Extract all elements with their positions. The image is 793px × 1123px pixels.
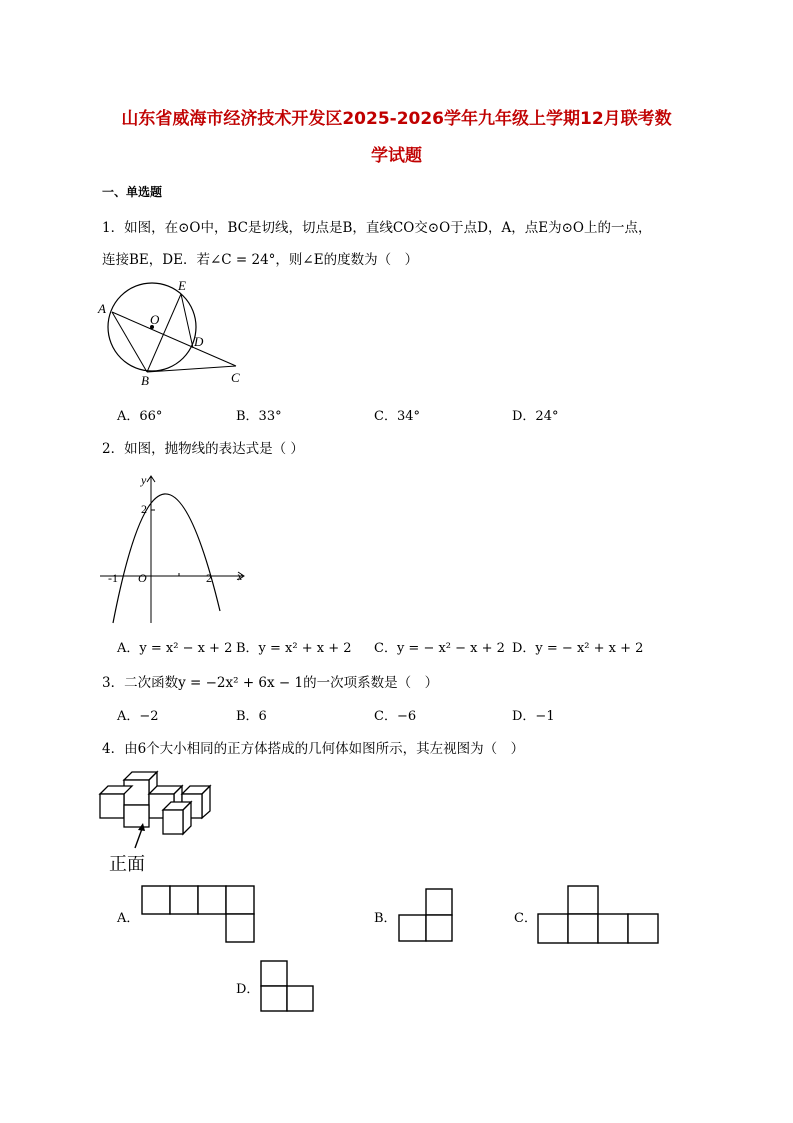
- q1-option-c: C．34°: [374, 409, 420, 424]
- q1-label-b: B: [141, 373, 149, 388]
- q4-option-d: D．: [236, 982, 260, 997]
- q1-label-d: D: [194, 334, 204, 349]
- q4-option-b: B．: [374, 911, 397, 926]
- q2-parabola-figure: [95, 468, 255, 628]
- q2-option-d: D．y = − x² + x + 2: [512, 641, 644, 656]
- q1-label-a: A: [98, 301, 106, 316]
- q3-option-d: D．−1: [512, 709, 555, 724]
- q2-tick-2-x: 2: [206, 571, 212, 585]
- q4-front-label: 正面: [109, 854, 145, 874]
- q1-label-o: O: [150, 312, 160, 327]
- q4-option-c: C．: [514, 911, 537, 926]
- q1-option-d: D．24°: [512, 409, 559, 424]
- q3-option-b: B．6: [236, 709, 267, 724]
- q3-option-a: A．−2: [117, 709, 159, 724]
- q1-label-e: E: [178, 278, 186, 293]
- q2-axis-y-label: y: [141, 473, 147, 487]
- q4-option-b-view: [398, 888, 456, 943]
- q2-option-a: A．y = x² − x + 2: [117, 641, 233, 656]
- q4-option-a: A．: [117, 911, 140, 926]
- title-line-1: 山东省威海市经济技术开发区2025-2026学年九年级上学期12月联考数: [121, 109, 672, 129]
- q1-option-a: A．66°: [117, 409, 163, 424]
- q2-option-c: C．y = − x² − x + 2: [374, 641, 505, 656]
- q1-label-c: C: [231, 370, 240, 385]
- q4-line-1: 4．由6个大小相同的正方体搭成的几何体如图所示，其左视图为（ ）: [102, 741, 525, 757]
- q2-tick-2-y: 2: [141, 502, 147, 516]
- q3-option-c: C．−6: [374, 709, 417, 724]
- q1-circle-figure: [90, 272, 260, 392]
- q4-option-a-view: [141, 885, 257, 945]
- section-heading: 一、单选题: [102, 185, 163, 199]
- q2-origin-label: O: [138, 571, 147, 585]
- q1-line-2: 连接BE，DE．若∠C = 24°，则∠E的度数为（ ）: [102, 252, 419, 268]
- q2-axis-x-label: x: [237, 569, 243, 583]
- q4-option-d-view: [260, 960, 316, 1013]
- q4-option-c-view: [537, 885, 660, 945]
- q3-line-1: 3．二次函数y = −2x² + 6x − 1的一次项系数是（ ）: [102, 675, 439, 691]
- q2-option-b: B．y = x² + x + 2: [236, 641, 352, 656]
- title-line-2: 学试题: [371, 146, 422, 166]
- q4-cube-stack-figure: [95, 766, 220, 878]
- q2-line-1: 2．如图，抛物线的表达式是（ ）: [102, 441, 304, 457]
- q1-option-b: B．33°: [236, 409, 282, 424]
- q2-tick-neg1: -1: [108, 571, 118, 585]
- q1-line-1: 1．如图，在⊙O中，BC是切线，切点是B，直线CO交⊙O于点D，A，点E为⊙O上的一点，: [102, 220, 652, 236]
